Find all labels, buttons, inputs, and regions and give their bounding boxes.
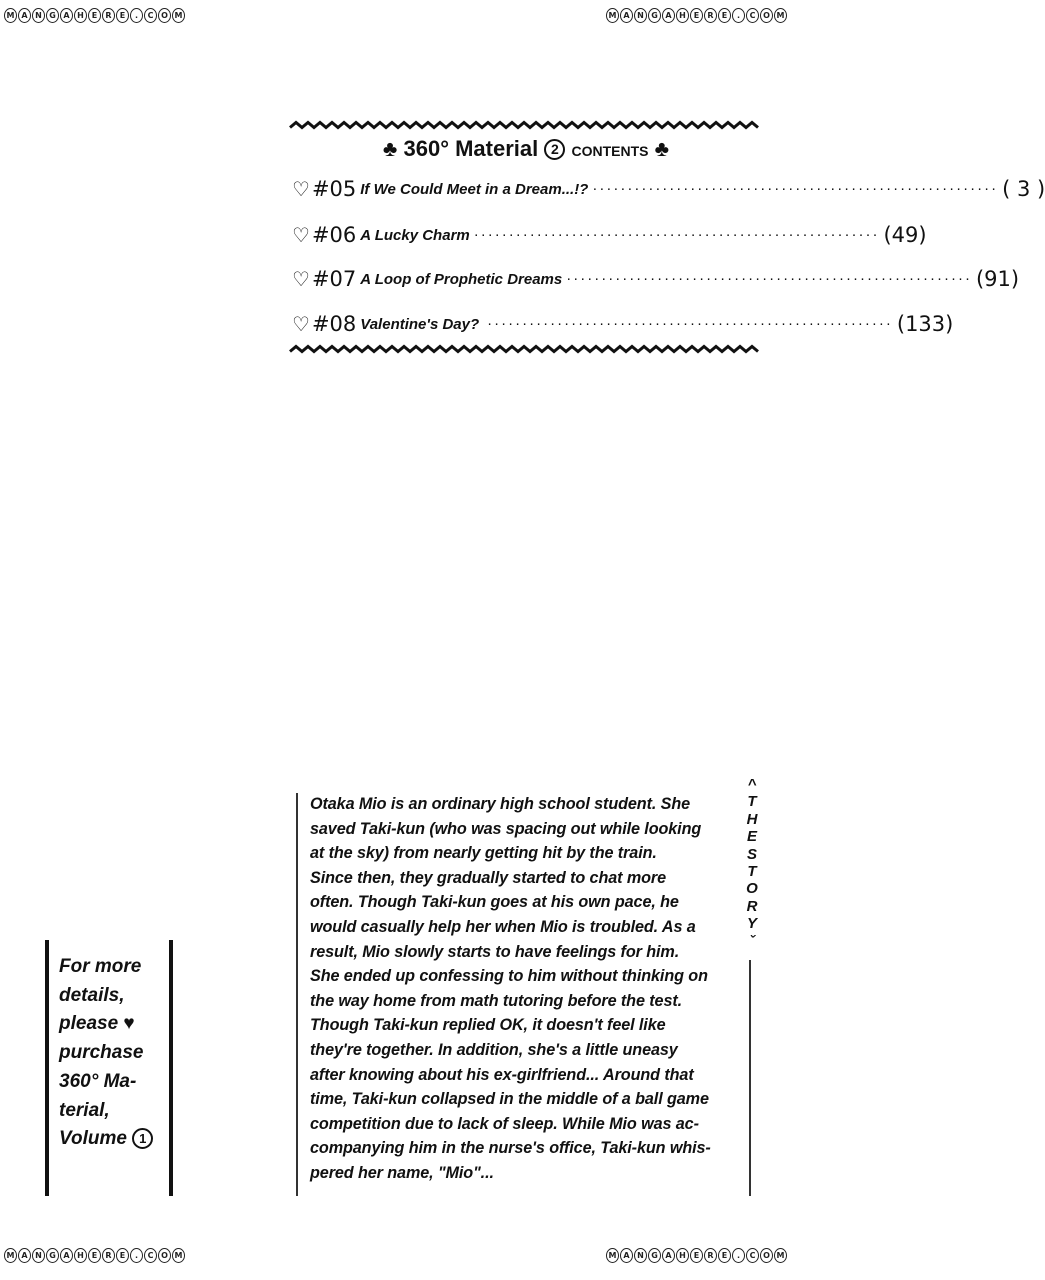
watermark-letter: E	[88, 8, 101, 23]
watermark-letter: H	[74, 8, 87, 23]
story-label-letter: Y	[746, 915, 757, 933]
promo-line: 360° Ma-	[59, 1070, 137, 1092]
volume-number: 2	[544, 139, 565, 160]
story-line: pered her name, "Mio"...	[310, 1163, 494, 1182]
top-zigzag-border	[290, 121, 762, 129]
promo-line: terial,	[59, 1099, 110, 1121]
promo-line: details,	[59, 984, 125, 1006]
heart-icon: ♡	[292, 312, 310, 336]
promo-line: purchase	[59, 1042, 144, 1064]
promo-border-right	[169, 940, 173, 1196]
chapter-page: (49)	[883, 223, 927, 247]
watermark-letter: M	[606, 1248, 619, 1263]
story-text	[310, 792, 728, 1186]
watermark-letter: O	[158, 1248, 171, 1263]
story-line: competition due to lack of sleep. While Mio was ac-	[310, 1114, 699, 1133]
watermark-letter: R	[102, 1248, 115, 1263]
story-line: they're together. In addition, she's a little uneasy	[310, 1040, 678, 1059]
watermark-letter: O	[760, 1248, 773, 1263]
promo-text	[59, 953, 167, 1154]
watermark-letter: N	[32, 1248, 45, 1263]
story-label-letter: O	[746, 880, 758, 898]
story-label-letter: H	[746, 810, 758, 828]
club-icon: ♣	[382, 136, 398, 161]
watermark-top-right	[606, 8, 787, 23]
story-border-left	[296, 793, 298, 1196]
watermark-letter: R	[102, 8, 115, 23]
watermark-letter: H	[676, 8, 689, 23]
watermark-letter: E	[690, 8, 703, 23]
story-line: companying him in the nurse's office, Taki-kun whis-	[310, 1139, 711, 1158]
contents-label: CONTENTS	[571, 143, 649, 159]
chapter-page: (133)	[896, 312, 954, 336]
story-label-letter: R	[746, 897, 758, 915]
contents-title	[290, 136, 762, 162]
story-line: Otaka Mio is an ordinary high school student. She	[310, 795, 691, 813]
chapter-number: #06	[311, 223, 357, 247]
watermark-letter: E	[116, 8, 129, 23]
watermark-letter: G	[46, 1248, 59, 1263]
promo-line: For more	[59, 956, 142, 977]
watermark-letter: A	[620, 8, 633, 23]
watermark-letter: M	[774, 1248, 787, 1263]
story-label-letter: E	[746, 828, 757, 846]
story-label-letter: T	[747, 863, 757, 881]
watermark-letter: A	[662, 1248, 675, 1263]
watermark-letter: .	[130, 1248, 143, 1263]
heart-icon: ♡	[292, 223, 310, 247]
story-line: saved Taki-kun (who was spacing out while looking	[310, 819, 702, 838]
watermark-letter: N	[634, 1248, 647, 1263]
watermark-top-left	[4, 8, 185, 23]
watermark-letter: N	[32, 8, 45, 23]
watermark-letter: E	[116, 1248, 129, 1263]
watermark-letter: H	[676, 1248, 689, 1263]
watermark-letter: C	[746, 1248, 759, 1263]
watermark-letter: C	[144, 8, 157, 23]
toc-row-05: ♡ #05 If We Could Meet in a Dream...!? ·························································· ( 3 )	[292, 177, 1045, 201]
story-label-letter: T	[747, 793, 757, 811]
watermark-letter: O	[760, 8, 773, 23]
story-line: Since then, they gradually started to chat more	[310, 868, 667, 887]
watermark-letter: N	[634, 8, 647, 23]
watermark-letter: .	[732, 8, 745, 23]
chapter-title: A Loop of Prophetic Dreams	[360, 270, 563, 288]
series-title: 360° Material	[403, 136, 539, 161]
watermark-letter: G	[46, 8, 59, 23]
watermark-letter: M	[4, 1248, 17, 1263]
story-line: often. Though Taki-kun goes at his own pace, he	[310, 893, 679, 912]
watermark-letter: G	[648, 8, 661, 23]
story-line: after knowing about his ex-girlfriend... Around that	[310, 1065, 694, 1084]
chapter-number: #08	[311, 312, 357, 336]
watermark-letter: A	[620, 1248, 633, 1263]
story-line: Though Taki-kun replied OK, it doesn't feel like	[310, 1016, 666, 1035]
story-line: time, Taki-kun collapsed in the middle of a ball game	[310, 1090, 709, 1109]
watermark-letter: .	[732, 1248, 745, 1263]
toc-row-08: ♡ #08 Valentine's Day? ·························································· (133)	[292, 312, 954, 336]
promo-volume-text: Volume	[59, 1128, 127, 1150]
story-line: would casually help her when Mio is troubled. As a	[310, 917, 696, 936]
watermark-letter: A	[60, 8, 73, 23]
watermark-letter: E	[690, 1248, 703, 1263]
watermark-letter: A	[662, 8, 675, 23]
watermark-letter: E	[718, 1248, 731, 1263]
watermark-letter: M	[172, 1248, 185, 1263]
watermark-bottom-left	[4, 1248, 185, 1263]
watermark-letter: E	[718, 8, 731, 23]
toc-row-07: ♡ #07 A Loop of Prophetic Dreams ·························································· (91)	[292, 267, 1020, 291]
chapter-number: #07	[311, 267, 357, 291]
story-label-letter: ^	[747, 776, 757, 793]
toc-row-06: ♡ #06 A Lucky Charm ·························································· (49)	[292, 223, 927, 247]
watermark-letter: M	[4, 8, 17, 23]
watermark-letter: A	[60, 1248, 73, 1263]
watermark-letter: C	[746, 8, 759, 23]
watermark-letter: R	[704, 8, 717, 23]
heart-icon: ♡	[292, 177, 310, 201]
story-line: She ended up confessing to him without thinking on	[310, 967, 708, 986]
promo-border-left	[45, 940, 49, 1196]
story-label-letter: ˇ	[749, 932, 755, 950]
promo-volume-number: 1	[132, 1128, 153, 1149]
the-story-vertical-label	[742, 776, 762, 950]
watermark-letter: H	[74, 1248, 87, 1263]
watermark-letter: C	[144, 1248, 157, 1263]
watermark-letter: M	[172, 8, 185, 23]
story-label-letter: S	[746, 845, 757, 863]
watermark-letter: A	[18, 8, 31, 23]
watermark-letter: G	[648, 1248, 661, 1263]
story-line: result, Mio slowly starts to have feelings for him.	[310, 942, 680, 961]
story-border-right	[749, 960, 751, 1196]
chapter-title: If We Could Meet in a Dream...!?	[360, 180, 589, 198]
chapter-page: ( 3 )	[1002, 177, 1045, 201]
bottom-zigzag-border	[290, 345, 762, 353]
watermark-letter: O	[158, 8, 171, 23]
watermark-bottom-right	[606, 1248, 787, 1263]
chapter-page: (91)	[975, 267, 1020, 291]
chapter-title: A Lucky Charm	[360, 226, 470, 244]
club-icon: ♣	[654, 136, 670, 161]
watermark-letter: A	[18, 1248, 31, 1263]
watermark-letter: M	[774, 8, 787, 23]
promo-line: please ♥	[59, 1013, 135, 1035]
chapter-number: #05	[311, 177, 357, 201]
watermark-letter: E	[88, 1248, 101, 1263]
promo-line	[59, 1125, 167, 1154]
watermark-letter: M	[606, 8, 619, 23]
story-line: at the sky) from nearly getting hit by the train.	[310, 844, 657, 863]
heart-icon: ♡	[292, 267, 310, 291]
watermark-letter: .	[130, 8, 143, 23]
watermark-letter: R	[704, 1248, 717, 1263]
chapter-title: Valentine's Day?	[360, 315, 480, 333]
story-line: the way home from math tutoring before the test.	[310, 991, 683, 1010]
